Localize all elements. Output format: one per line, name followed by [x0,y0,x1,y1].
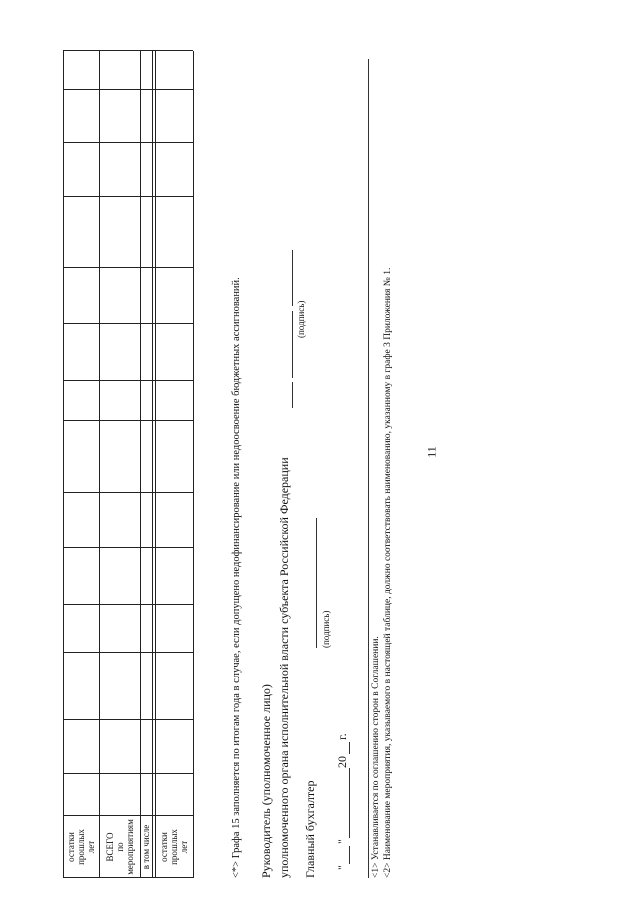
rotated-page-content [63,43,640,878]
table-line [63,547,193,548]
table-line [63,267,193,268]
signature-line [292,250,293,306]
signature-caption: (подпись) [321,610,331,648]
table-line [63,420,193,421]
head-title-line-1: Руководитель (уполномоченное лицо) [259,684,273,878]
footnote-1: <1> Устанавливается по соглашению сторон в Соглашении. [371,636,381,878]
signature-caption: (подпись) [296,300,306,338]
date-year-prefix: 20 [335,756,349,768]
table-line [152,51,153,878]
signature-line [316,518,317,628]
table-note: <*> Графа 15 заполняется по итогам года в случае, если допущено недофинансирование или недоосвоение бюджетных ассигнований. [231,277,242,878]
table-line [63,89,193,90]
signature-line [316,628,317,648]
signature-line [292,382,293,408]
footnote-separator [368,59,369,878]
data-table [63,51,193,878]
table-row-label: ВСЕГО по мероприятиям [104,819,135,875]
page-number: 11 [424,446,439,458]
signature-line [292,311,293,378]
date-day-line [349,846,350,864]
chief-accountant-label: Главный бухгалтер [303,780,317,878]
table-line [63,380,193,381]
date-month-line [349,768,350,838]
table-line [63,652,193,653]
table-line [63,323,193,324]
table-line [99,51,100,878]
date-quote-open: " [335,865,349,870]
table-line [63,51,64,878]
table-line [63,50,193,51]
table-line [63,142,193,143]
table-line [63,492,193,493]
date-year-suffix: г. [335,733,349,740]
table-line [155,51,156,878]
table-line [63,196,193,197]
date-year-line [349,742,350,754]
table-line [193,51,194,878]
table-line [140,51,141,878]
table-row-label: остатки прошлых лет [159,829,189,865]
table-row-label: остатки прошлых лет [66,829,96,865]
date-quote-close: " [335,839,349,844]
table-line [63,773,193,774]
table-line [63,719,193,720]
table-line [63,604,193,605]
head-title-line-2: уполномоченного органа исполнительной власти субъекта Российской Федерации [277,457,291,878]
table-row-label: в том числе [141,824,151,870]
footnote-2: <2> Наименование мероприятия, указываемого в настоящей таблице, должно соответствовать наименованию, указанному в графе 3 Приложения № 1. [383,267,393,878]
